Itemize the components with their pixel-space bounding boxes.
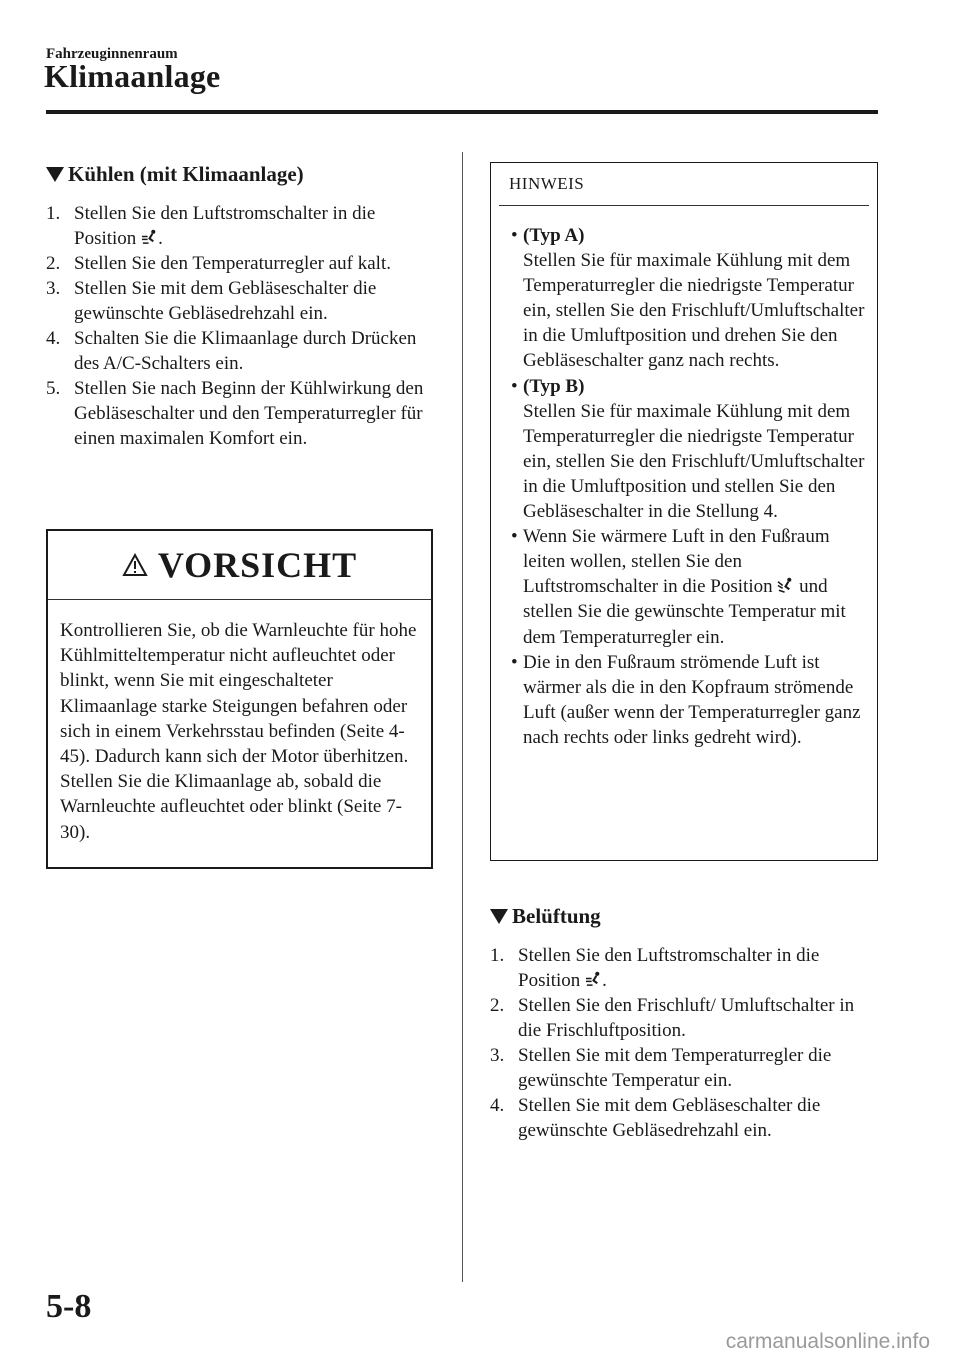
ventilation-section bbox=[490, 904, 878, 1143]
watermark: carmanualsonline.info bbox=[725, 1330, 930, 1353]
cooling-heading: Kühlen (mit Klimaanlage) bbox=[46, 162, 436, 187]
foot-airflow-icon bbox=[777, 577, 794, 594]
list-item: 2. Stellen Sie den Frischluft/ Umluftschalter in die Frischluftposition. bbox=[490, 995, 855, 1041]
list-item: 3. Stellen Sie mit dem Temperaturregler die gewünschte Temperatur ein. bbox=[490, 1045, 832, 1091]
triangle-marker-icon bbox=[46, 167, 64, 182]
warning-triangle-icon bbox=[122, 553, 148, 577]
list-item: 5. Stellen Sie nach Beginn der Kühlwirkung den Gebläseschalter und den Temperaturregler für einen maximalen Komfort ein. bbox=[46, 378, 424, 449]
list-item: 2. Stellen Sie den Temperaturregler auf kalt. bbox=[46, 253, 391, 274]
header-rule bbox=[46, 110, 878, 114]
list-item: • (Typ A) Stellen Sie für maximale Kühlung mit dem Temperaturregler die niedrigste Temperatur ein, stellen Sie den Frischluft/Umluftschalter in die Umluftposition und drehen Sie den Gebläseschalter ganz nach rechts. bbox=[511, 225, 865, 372]
list-item: • (Typ B) Stellen Sie für maximale Kühlung mit dem Temperaturregler die niedrigste Temperatur ein, stellen Sie den Frischluft/Umluftschalter in die Umluftposition und stellen Sie den Gebläseschalter in die Stellung 4. bbox=[511, 375, 865, 523]
caution-header bbox=[48, 531, 431, 599]
page-number: 5-8 bbox=[46, 1288, 92, 1325]
cooling-section bbox=[46, 162, 436, 451]
cooling-steps bbox=[46, 201, 436, 451]
ventilation-heading: Belüftung bbox=[490, 904, 878, 929]
note-title: HINWEIS bbox=[509, 174, 585, 193]
note-box bbox=[490, 162, 878, 861]
column-divider bbox=[462, 152, 463, 1282]
chapter-title: Klimaanlage bbox=[44, 58, 221, 94]
list-item: • Die in den Fußraum strömende Luft ist wärmer als die in den Kopfraum strömende Luft (außer wenn der Temperaturregler ganz nach rechts oder links gedreht wird). bbox=[511, 651, 861, 748]
list-item: 1. Stellen Sie den Luftstromschalter in die Position . bbox=[490, 945, 820, 991]
list-item: 3. Stellen Sie mit dem Gebläseschalter die gewünschte Gebläsedrehzahl ein. bbox=[46, 278, 377, 324]
list-item: 4. Schalten Sie die Klimaanlage durch Drücken des A/C-Schalters ein. bbox=[46, 328, 417, 374]
ventilation-steps bbox=[490, 943, 878, 1143]
section-label: Fahrzeuginnenraum bbox=[46, 46, 178, 62]
note-body bbox=[491, 206, 877, 750]
face-airflow-icon bbox=[585, 971, 602, 988]
caution-box bbox=[46, 529, 433, 869]
triangle-marker-icon bbox=[490, 909, 508, 924]
list-item: 1. Stellen Sie den Luftstromschalter in die Position . bbox=[46, 203, 376, 249]
list-item: 4. Stellen Sie mit dem Gebläseschalter die gewünschte Gebläsedrehzahl ein. bbox=[490, 1095, 821, 1141]
list-item: • Wenn Sie wärmere Luft in den Fußraum leiten wollen, stellen Sie den Luftstromschalter in die Position und stellen Sie die gewünschte Temperatur mit dem Temperaturregler ein. bbox=[511, 526, 846, 648]
caution-text: Kontrollieren Sie, ob die Warnleuchte für hohe Kühlmitteltemperatur nicht aufleuchtet oder blinkt, wenn Sie mit eingeschalteter Klimaanlage starke Steigungen befahren oder sich in einem Verkehrsstau befinden (Seite 4-45). Dadurch kann sich der Motor überhitzen. Stellen Sie die Klimaanlage ab, sobald die Warnleuchte aufleuchtet oder blinkt (Seite 7-30). bbox=[60, 620, 417, 843]
face-airflow-icon bbox=[141, 229, 158, 246]
caution-title: VORSICHT bbox=[157, 545, 358, 585]
